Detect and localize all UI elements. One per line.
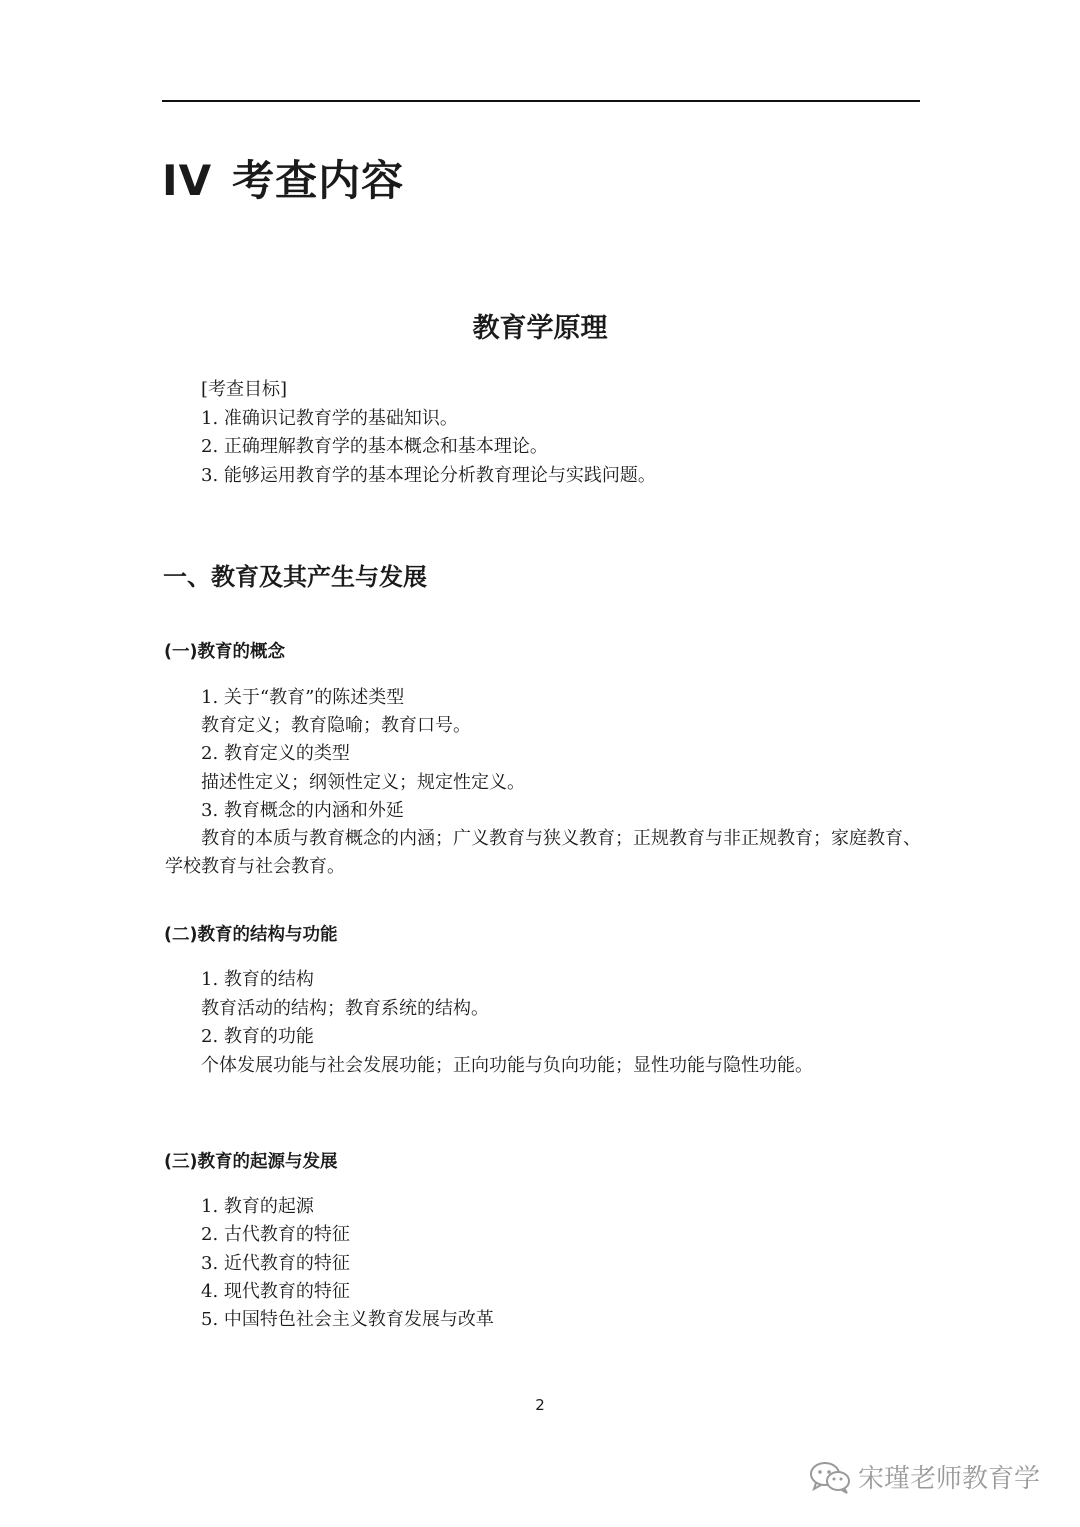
- watermark: [808, 1458, 1040, 1495]
- outline-paragraph: 教育的本质与教育概念的内涵；广义教育与狭义教育；正规教育与非正规教育；家庭教育、学校教育与社会教育。: [165, 828, 921, 877]
- subsection-heading: (三)教育的起源与发展: [164, 1152, 338, 1172]
- objective-item: 3. 能够运用教育学的基本理论分析教育理论与实践问题。: [201, 465, 656, 486]
- outline-line: 个体发展功能与社会发展功能；正向功能与负向功能；显性功能与隐性功能。: [201, 1055, 813, 1076]
- watermark-text: 宋瑾老师教育学: [858, 1464, 1041, 1494]
- outline-line: 教育活动的结构；教育系统的结构。: [201, 998, 489, 1019]
- objectives-heading: [考查目标]: [201, 379, 288, 400]
- outline-line: 1. 教育的结构: [201, 969, 314, 990]
- outline-line: 4. 现代教育的特征: [201, 1281, 350, 1302]
- header-rule: [162, 100, 920, 102]
- page-number: 2: [535, 1396, 545, 1414]
- wechat-icon: [808, 1460, 852, 1494]
- subject-title: 教育学原理: [472, 313, 608, 344]
- outline-line: 1. 教育的起源: [201, 1196, 314, 1217]
- outline-line: 教育定义；教育隐喻；教育口号。: [201, 715, 471, 736]
- outline-line: 描述性定义；纲领性定义；规定性定义。: [201, 772, 525, 793]
- outline-line: 2. 教育的功能: [201, 1026, 314, 1047]
- outline-line: 1. 关于“教育”的陈述类型: [201, 687, 405, 708]
- objective-item: 2. 正确理解教育学的基本概念和基本理论。: [201, 436, 548, 457]
- chapter-title: 考查内容: [232, 156, 405, 205]
- objective-item: 1. 准确识记教育学的基础知识。: [201, 408, 458, 429]
- chapter-roman-numeral: IV: [162, 156, 213, 205]
- chapter-heading: [162, 148, 404, 208]
- subsection-heading: (一)教育的概念: [164, 642, 285, 662]
- outline-line: 2. 古代教育的特征: [201, 1224, 350, 1245]
- section-heading: 一、教育及其产生与发展: [163, 563, 427, 591]
- outline-line: 5. 中国特色社会主义教育发展与改革: [201, 1309, 494, 1330]
- subsection-heading: (二)教育的结构与功能: [164, 925, 338, 945]
- outline-line: 3. 教育概念的内涵和外延: [201, 800, 404, 821]
- outline-line: 3. 近代教育的特征: [201, 1253, 350, 1274]
- outline-line: 2. 教育定义的类型: [201, 743, 350, 764]
